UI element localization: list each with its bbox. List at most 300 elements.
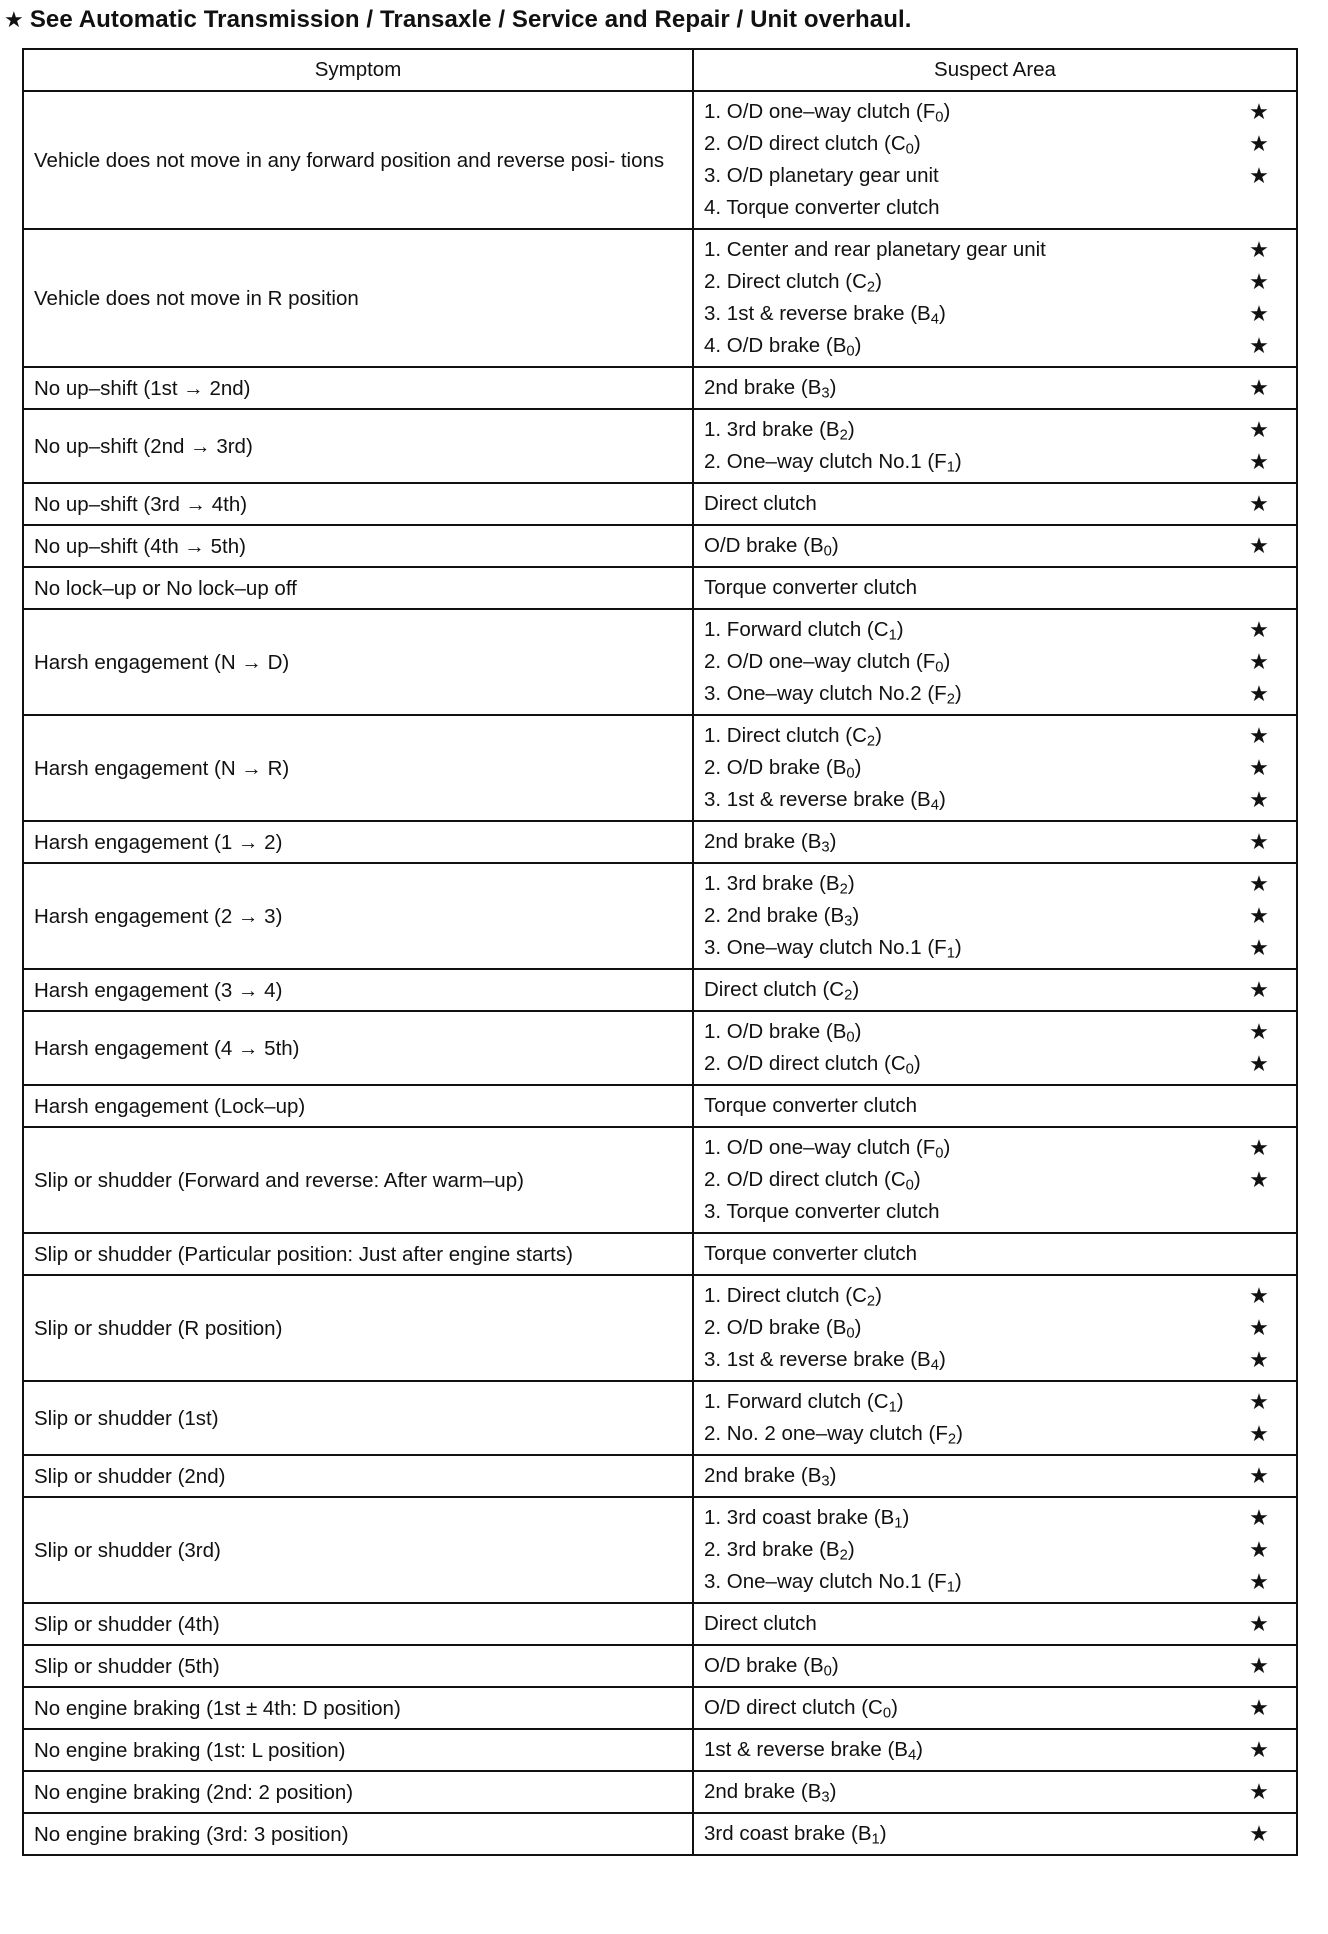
component-subscript: 2 [844,987,853,1004]
suspect-area-text [704,100,950,124]
table-row [23,1381,1297,1455]
suspect-area-label: Direct clutch (C [704,978,845,1001]
star-icon: ★ [1249,1347,1269,1372]
component-subscript: 2 [866,733,876,750]
table-row [23,1645,1297,1687]
suspect-area-text [704,1316,861,1340]
table-row [23,409,1297,483]
suspect-area-label: 1st & reverse brake (B [704,1738,908,1761]
component-subscript: 2 [866,279,876,296]
symptom-cell: Slip or shudder (5th) [23,1645,693,1687]
suspect-area-item [704,372,1286,404]
star-icon: ★ [1249,723,1269,748]
suspect-area-cell [693,1233,1297,1275]
table-row [23,863,1297,969]
symptom-cell: Harsh engagement (1 → 2) [23,821,693,863]
suspect-area-cell [693,1275,1297,1381]
suspect-area-cell [693,367,1297,409]
table-row [23,91,1297,229]
suspect-area-column-header: Suspect Area [693,49,1297,91]
symptom-column-header: Symptom [23,49,693,91]
component-subscript: 2 [839,427,848,444]
component-subscript: 1 [946,459,955,476]
closing-paren: ) [891,1696,898,1719]
closing-paren: ) [956,1422,963,1445]
suspect-area-text [704,724,882,748]
suspect-area-item [704,128,1286,160]
suspect-area-label: Direct clutch [704,1612,817,1635]
suspect-area-item [704,96,1286,128]
suspect-area-item [704,266,1286,298]
component-subscript: 3 [821,1789,830,1806]
suspect-area-item [704,530,1286,562]
suspect-area-text [704,1570,962,1594]
suspect-area-text [704,1464,836,1488]
star-icon: ★ [1249,1779,1269,1804]
component-subscript: 2 [946,691,955,708]
star-icon: ★ [1249,1537,1269,1562]
suspect-area-label: 2. 2nd brake (B [704,904,845,927]
component-subscript: 2 [947,1431,957,1448]
symptom-cell: Slip or shudder (4th) [23,1603,693,1645]
suspect-area-item [704,1090,1286,1122]
suspect-area-label: 2nd brake (B [704,1780,822,1803]
troubleshooting-table [22,48,1298,1856]
table-row [23,715,1297,821]
suspect-area-item [704,1502,1286,1534]
symptom-cell: No lock–up or No lock–up off [23,567,693,609]
symptom-cell: No up–shift (3rd → 4th) [23,483,693,525]
suspect-area-label: 2. No. 2 one–way clutch (F [704,1422,948,1445]
component-subscript: 1 [946,945,955,962]
closing-paren: ) [875,724,882,747]
suspect-area-label: 4. Torque converter clutch [704,196,940,219]
suspect-area-item [704,1016,1286,1048]
closing-paren: ) [943,100,951,123]
closing-paren: ) [875,1284,882,1307]
component-subscript: 0 [823,543,832,560]
suspect-area-text [704,1696,898,1720]
star-icon: ★ [1249,617,1269,642]
star-icon: ★ [1249,269,1269,294]
suspect-area-label: 3. 1st & reverse brake (B [704,1348,931,1371]
suspect-area-label: 3. O/D planetary gear unit [704,164,939,187]
suspect-area-item [704,826,1286,858]
suspect-area-cell [693,1127,1297,1233]
suspect-area-label: 3. One–way clutch No.1 (F [704,1570,947,1593]
table-row [23,1085,1297,1127]
table-row [23,1687,1297,1729]
suspect-area-label: O/D brake (B [704,1654,824,1677]
table-row [23,1497,1297,1603]
suspect-area-text [704,418,855,442]
suspect-area-item [704,1164,1286,1196]
suspect-area-item [704,646,1286,678]
component-subscript: 1 [946,1579,955,1596]
suspect-area-item [704,1312,1286,1344]
suspect-area-text [704,238,1046,262]
suspect-area-item [704,1818,1286,1850]
suspect-area-item [704,614,1286,646]
suspect-area-item [704,1386,1286,1418]
symptom-cell: Vehicle does not move in any forward position and reverse posi- tions [23,91,693,229]
suspect-area-label: 4. O/D brake (B [704,334,847,357]
suspect-area-item [704,932,1286,964]
suspect-area-cell [693,1011,1297,1085]
suspect-area-text [704,450,962,474]
star-icon: ★ [1249,1051,1269,1076]
suspect-area-text [704,1822,887,1846]
suspect-area-text [704,1094,917,1118]
suspect-area-text [704,1738,923,1762]
closing-paren: ) [854,756,862,779]
suspect-area-item [704,1196,1286,1228]
suspect-area-text [704,576,917,600]
suspect-area-text [704,1506,909,1530]
suspect-area-item [704,900,1286,932]
symptom-cell: No engine braking (2nd: 2 position) [23,1771,693,1813]
suspect-area-label: Torque converter clutch [704,1094,918,1117]
closing-paren: ) [847,872,855,895]
suspect-area-cell [693,863,1297,969]
suspect-area-label: 1. O/D one–way clutch (F [704,100,936,123]
suspect-area-label: 1. 3rd brake (B [704,418,840,441]
suspect-area-text [704,270,882,294]
suspect-area-cell [693,91,1297,229]
suspect-area-item [704,488,1286,520]
suspect-area-label: O/D direct clutch (C [704,1696,883,1719]
star-icon: ★ [1249,1389,1269,1414]
suspect-area-label: 1. Center and rear planetary gear unit [704,238,1046,261]
closing-paren: ) [954,450,962,473]
closing-paren: ) [829,376,837,399]
suspect-area-label: 2. O/D direct clutch (C [704,1168,906,1191]
symptom-cell: Harsh engagement (Lock–up) [23,1085,693,1127]
suspect-area-label: 2nd brake (B [704,1464,822,1487]
table-row [23,1455,1297,1497]
suspect-area-label: 3rd coast brake (B [704,1822,872,1845]
suspect-area-item [704,298,1286,330]
component-subscript: 3 [821,1473,830,1490]
component-subscript: 0 [882,1705,892,1722]
closing-paren: ) [852,978,860,1001]
symptom-cell: Harsh engagement (4 → 5th) [23,1011,693,1085]
component-subscript: 0 [823,1663,832,1680]
suspect-area-cell [693,969,1297,1011]
suspect-area-label: 3. One–way clutch No.2 (F [704,682,947,705]
component-subscript: 1 [888,1399,897,1416]
suspect-area-cell [693,609,1297,715]
suspect-area-label: 2. O/D brake (B [704,756,847,779]
table-row [23,1603,1297,1645]
suspect-area-item [704,1734,1286,1766]
star-icon: ★ [1249,1167,1269,1192]
suspect-area-cell [693,525,1297,567]
table-row [23,969,1297,1011]
suspect-area-item [704,1692,1286,1724]
component-subscript: 0 [846,1029,855,1046]
symptom-cell: Slip or shudder (1st) [23,1381,693,1455]
suspect-area-cell [693,821,1297,863]
table-header-row [23,49,1297,91]
star-icon: ★ [1249,1569,1269,1594]
suspect-area-item [704,1048,1286,1080]
suspect-area-text [704,788,946,812]
suspect-area-item [704,1650,1286,1682]
suspect-area-text [704,756,861,780]
suspect-area-cell [693,1381,1297,1455]
table-row [23,1275,1297,1381]
closing-paren: ) [913,1052,921,1075]
symptom-cell: Harsh engagement (3 → 4) [23,969,693,1011]
suspect-area-text [704,196,940,220]
closing-paren: ) [879,1822,887,1845]
star-icon: ★ [1249,533,1269,558]
suspect-area-item [704,868,1286,900]
suspect-area-item [704,160,1286,192]
component-subscript: 2 [839,1547,848,1564]
symptom-cell: No engine braking (1st ± 4th: D position) [23,1687,693,1729]
suspect-area-text [704,872,855,896]
closing-paren: ) [852,904,860,927]
suspect-area-item [704,1776,1286,1808]
star-icon: ★ [1249,681,1269,706]
suspect-area-item [704,234,1286,266]
suspect-area-item [704,752,1286,784]
suspect-area-label: Torque converter clutch [704,1242,918,1265]
component-subscript: 2 [866,1293,876,1310]
closing-paren: ) [831,534,839,557]
suspect-area-text [704,978,859,1002]
suspect-area-text [704,650,950,674]
symptom-cell: No engine braking (3rd: 3 position) [23,1813,693,1855]
symptom-cell: Slip or shudder (3rd) [23,1497,693,1603]
suspect-area-item [704,678,1286,710]
closing-paren: ) [913,1168,921,1191]
reference-note-text: See Automatic Transmission / Transaxle / Service and Repair / Unit overhaul. [29,6,912,33]
suspect-area-label: 2. 3rd brake (B [704,1538,840,1561]
suspect-area-label: 1. O/D brake (B [704,1020,847,1043]
table-row [23,1233,1297,1275]
suspect-area-label: 1. 3rd brake (B [704,872,840,895]
star-icon: ★ [1249,1135,1269,1160]
suspect-area-text [704,534,839,558]
component-subscript: 3 [821,385,830,402]
suspect-area-text [704,1200,940,1224]
suspect-area-label: 1. 3rd coast brake (B [704,1506,895,1529]
table-row [23,525,1297,567]
star-icon: ★ [1249,131,1269,156]
suspect-area-label: 2. O/D one–way clutch (F [704,650,936,673]
suspect-area-label: 2. O/D direct clutch (C [704,132,906,155]
suspect-area-item [704,784,1286,816]
star-icon: ★ [1249,417,1269,442]
suspect-area-item [704,330,1286,362]
suspect-area-cell [693,409,1297,483]
symptom-cell: Harsh engagement (N → R) [23,715,693,821]
table-row [23,1771,1297,1813]
star-icon: ★ [1249,301,1269,326]
table-row [23,821,1297,863]
table-body [23,91,1297,1855]
suspect-area-item [704,1566,1286,1598]
symptom-cell: No up–shift (4th → 5th) [23,525,693,567]
suspect-area-label: 2nd brake (B [704,830,822,853]
suspect-area-item [704,1418,1286,1450]
star-icon: ★ [1249,1653,1269,1678]
suspect-area-cell [693,567,1297,609]
component-subscript: 4 [930,1357,939,1374]
suspect-area-item [704,446,1286,478]
suspect-area-item [704,1238,1286,1270]
component-subscript: 1 [894,1515,903,1532]
component-subscript: 4 [930,797,939,814]
suspect-area-text [704,334,861,358]
table-row [23,567,1297,609]
component-subscript: 0 [935,109,944,126]
suspect-area-label: O/D brake (B [704,534,824,557]
closing-paren: ) [902,1506,910,1529]
suspect-area-cell [693,715,1297,821]
suspect-area-text [704,1284,882,1308]
symptom-cell: Slip or shudder (R position) [23,1275,693,1381]
suspect-area-cell [693,229,1297,367]
symptom-cell: Harsh engagement (N → D) [23,609,693,715]
component-subscript: 0 [846,1325,855,1342]
suspect-area-text [704,618,904,642]
component-subscript: 0 [905,1177,914,1194]
suspect-area-label: Torque converter clutch [704,576,918,599]
symptom-cell: No engine braking (1st: L position) [23,1729,693,1771]
star-icon: ★ [4,7,24,32]
suspect-area-item [704,1534,1286,1566]
closing-paren: ) [829,1780,837,1803]
suspect-area-text [704,682,962,706]
symptom-cell: Slip or shudder (Particular position: Just after engine starts) [23,1233,693,1275]
component-subscript: 1 [888,627,897,644]
component-subscript: 0 [846,343,855,360]
suspect-area-label: 2nd brake (B [704,376,822,399]
star-icon: ★ [1249,1421,1269,1446]
component-subscript: 4 [907,1747,917,1764]
suspect-area-text [704,1654,839,1678]
suspect-area-text [704,1168,921,1192]
suspect-area-text [704,1538,855,1562]
closing-paren: ) [913,132,921,155]
suspect-area-item [704,1460,1286,1492]
suspect-area-item [704,1344,1286,1376]
suspect-area-text [704,1136,950,1160]
table-row [23,483,1297,525]
suspect-area-item [704,192,1286,224]
suspect-area-label: 1. Forward clutch (C [704,1390,889,1413]
closing-paren: ) [938,302,946,325]
table-row [23,1813,1297,1855]
closing-paren: ) [875,270,882,293]
suspect-area-item [704,974,1286,1006]
table-row [23,367,1297,409]
suspect-area-text [704,1780,836,1804]
star-icon: ★ [1249,163,1269,188]
suspect-area-text [704,132,921,156]
star-icon: ★ [1249,333,1269,358]
component-subscript: 4 [930,311,939,328]
closing-paren: ) [896,1390,904,1413]
closing-paren: ) [954,1570,962,1593]
component-subscript: 3 [821,839,830,856]
suspect-area-label: 2. One–way clutch No.1 (F [704,450,947,473]
suspect-area-text [704,1390,904,1414]
table-row [23,1127,1297,1233]
suspect-area-label: 1. Direct clutch (C [704,724,867,747]
suspect-area-text [704,1422,963,1446]
star-icon: ★ [1249,99,1269,124]
closing-paren: ) [896,618,904,641]
suspect-area-text [704,1348,946,1372]
symptom-cell: Slip or shudder (Forward and reverse: After warm–up) [23,1127,693,1233]
suspect-area-cell [693,1603,1297,1645]
suspect-area-label: 1. Direct clutch (C [704,1284,867,1307]
star-icon: ★ [1249,237,1269,262]
component-subscript: 1 [871,1831,880,1848]
closing-paren: ) [829,1464,837,1487]
suspect-area-cell [693,1771,1297,1813]
suspect-area-label: 1. Forward clutch (C [704,618,889,641]
closing-paren: ) [847,418,855,441]
star-icon: ★ [1249,1821,1269,1846]
suspect-area-item [704,1280,1286,1312]
suspect-area-text [704,936,962,960]
suspect-area-cell [693,1455,1297,1497]
symptom-cell: Slip or shudder (2nd) [23,1455,693,1497]
suspect-area-cell [693,1687,1297,1729]
suspect-area-text [704,1612,817,1636]
suspect-area-label: 2. O/D direct clutch (C [704,1052,906,1075]
suspect-area-cell [693,483,1297,525]
star-icon: ★ [1249,1611,1269,1636]
symptom-cell: Vehicle does not move in R position [23,229,693,367]
closing-paren: ) [943,650,951,673]
star-icon: ★ [1249,1463,1269,1488]
suspect-area-cell [693,1085,1297,1127]
star-icon: ★ [1249,787,1269,812]
star-icon: ★ [1249,755,1269,780]
star-icon: ★ [1249,903,1269,928]
star-icon: ★ [1249,491,1269,516]
star-icon: ★ [1249,977,1269,1002]
reference-note [4,6,912,34]
closing-paren: ) [854,334,862,357]
closing-paren: ) [954,682,962,705]
table-row [23,229,1297,367]
star-icon: ★ [1249,829,1269,854]
closing-paren: ) [916,1738,923,1761]
star-icon: ★ [1249,649,1269,674]
star-icon: ★ [1249,1283,1269,1308]
star-icon: ★ [1249,871,1269,896]
component-subscript: 3 [844,913,853,930]
suspect-area-text [704,492,817,516]
suspect-area-item [704,1132,1286,1164]
suspect-area-label: 3. One–way clutch No.1 (F [704,936,947,959]
suspect-area-text [704,164,939,188]
suspect-area-cell [693,1645,1297,1687]
closing-paren: ) [954,936,962,959]
table-row [23,609,1297,715]
star-icon: ★ [1249,1505,1269,1530]
suspect-area-text [704,830,836,854]
suspect-area-text [704,1020,861,1044]
